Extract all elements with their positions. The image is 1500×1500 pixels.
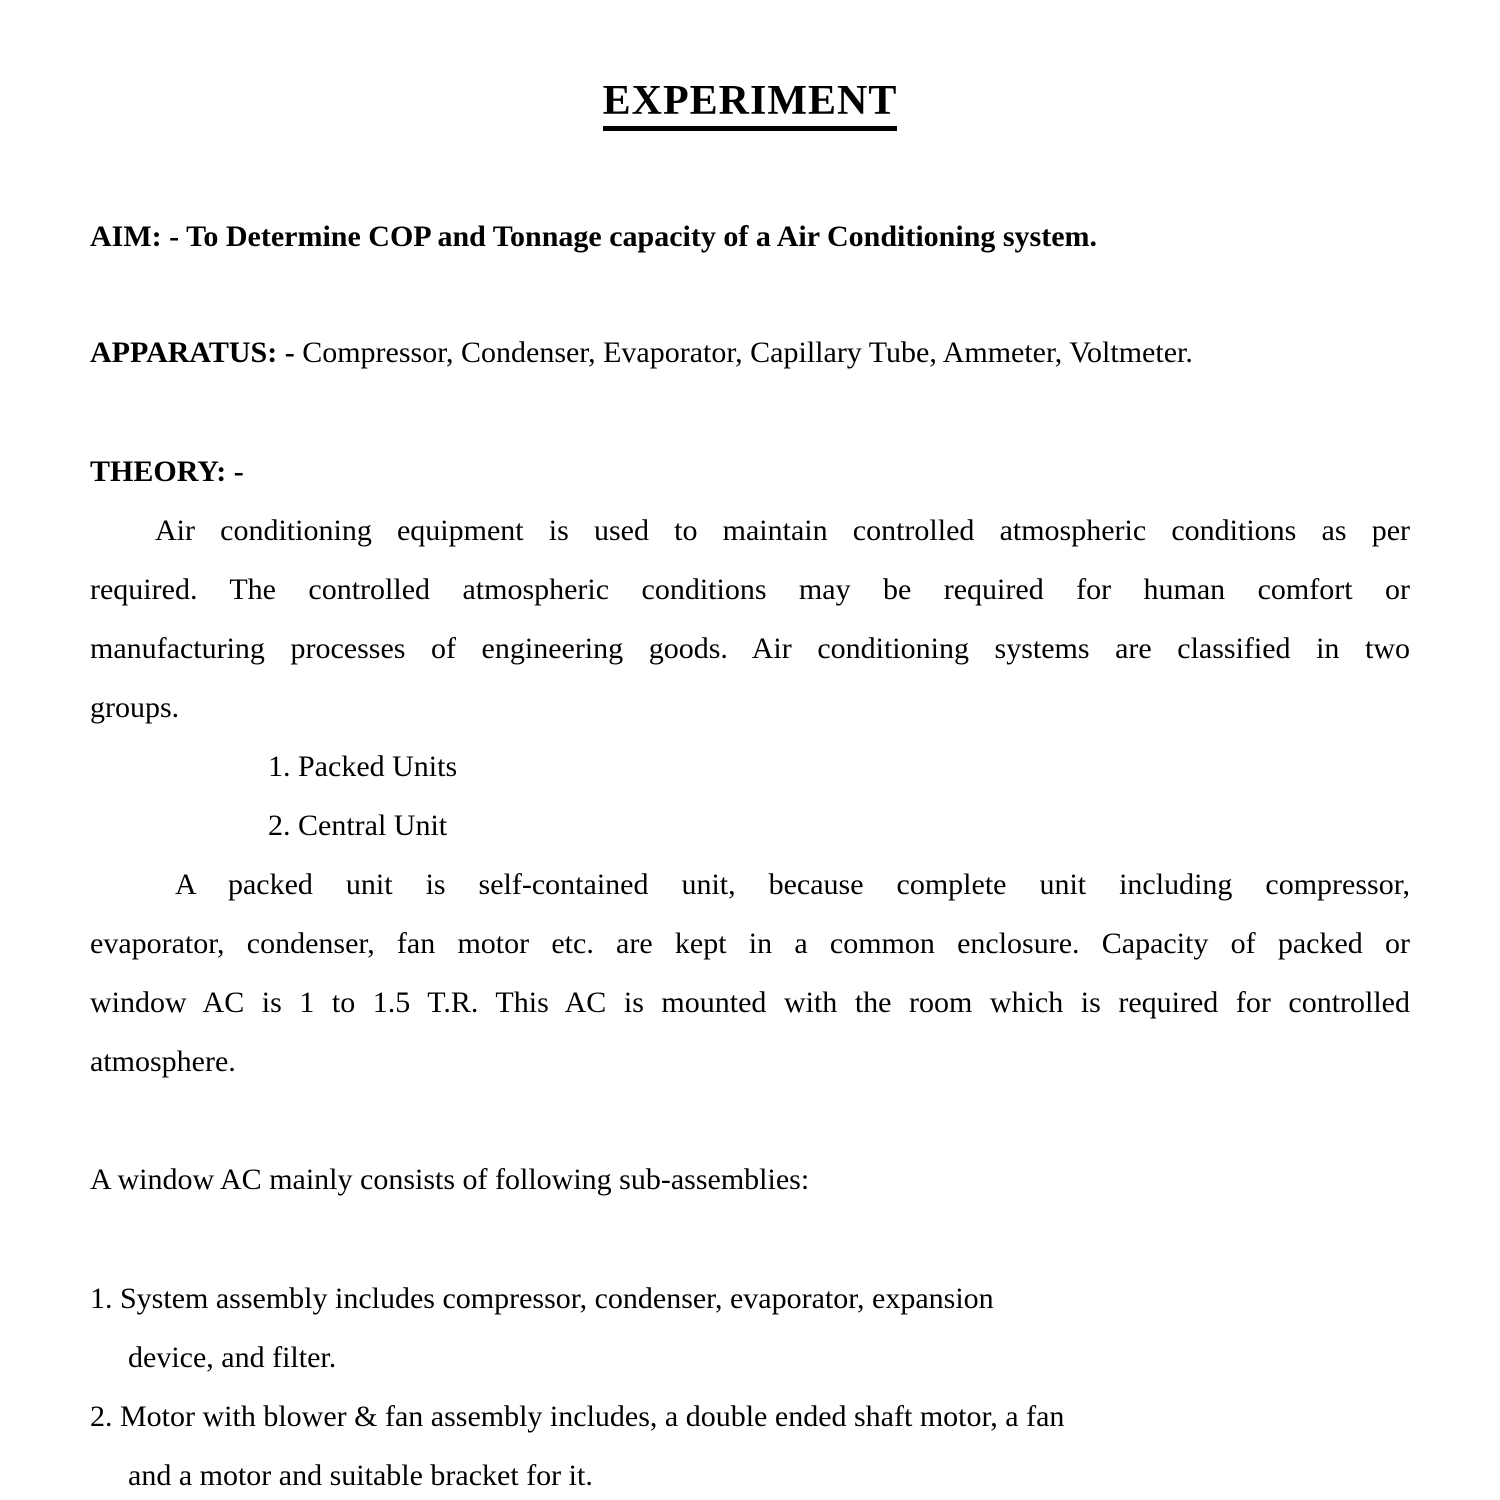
title-row (90, 75, 1410, 134)
list-item (90, 1269, 1410, 1387)
paragraph-line: atmosphere. (90, 1045, 236, 1078)
list-item: 1. Packed Units (268, 750, 458, 783)
list-item: 2. Central Unit (268, 809, 448, 842)
theory-paragraph-1 (90, 501, 1410, 737)
apparatus-text: Compressor, Condenser, Evaporator, Capillary Tube, Ammeter, Voltmeter. (302, 336, 1193, 369)
aim-text: To Determine COP and Tonnage capacity of a Air Conditioning system. (186, 220, 1098, 253)
apparatus-line (90, 323, 1410, 382)
paragraph-line: manufacturing processes of engineering goods. Air conditioning systems are classified in two (90, 632, 1410, 665)
paragraph-line: groups. (90, 691, 180, 724)
list-item-line: 2. Motor with blower & fan assembly includes, a double ended shaft motor, a fan (90, 1400, 1065, 1433)
subassemblies-list (90, 1269, 1410, 1500)
list-item (90, 1387, 1410, 1500)
apparatus-label: APPARATUS: - (90, 336, 295, 369)
aim-label: AIM: - (90, 220, 180, 253)
list-item-line: and a motor and suitable bracket for it. (128, 1459, 593, 1492)
theory-paragraph-2 (90, 855, 1410, 1091)
subassemblies-intro: A window AC mainly consists of following sub-assemblies: (90, 1163, 810, 1196)
paragraph-line: required. The controlled atmospheric conditions may be required for human comfort or (90, 573, 1410, 606)
paragraph-line: Air conditioning equipment is used to maintain controlled atmospheric conditions as per (155, 514, 1410, 547)
paragraph-line: A packed unit is self-contained unit, because complete unit including compressor, (175, 868, 1410, 901)
page-title: EXPERIMENT (603, 77, 898, 131)
list-item-line: 1. System assembly includes compressor, condenser, evaporator, expansion (90, 1282, 994, 1315)
list-item-line: device, and filter. (128, 1341, 337, 1374)
paragraph-line: window AC is 1 to 1.5 T.R. This AC is mounted with the room which is required for controlled (90, 986, 1410, 1019)
paragraph-line: evaporator, condenser, fan motor etc. are kept in a common enclosure. Capacity of packed or (90, 927, 1410, 960)
theory-heading: THEORY: - (90, 455, 244, 488)
aim-line (90, 207, 1410, 266)
ac-group-list (268, 737, 1410, 855)
